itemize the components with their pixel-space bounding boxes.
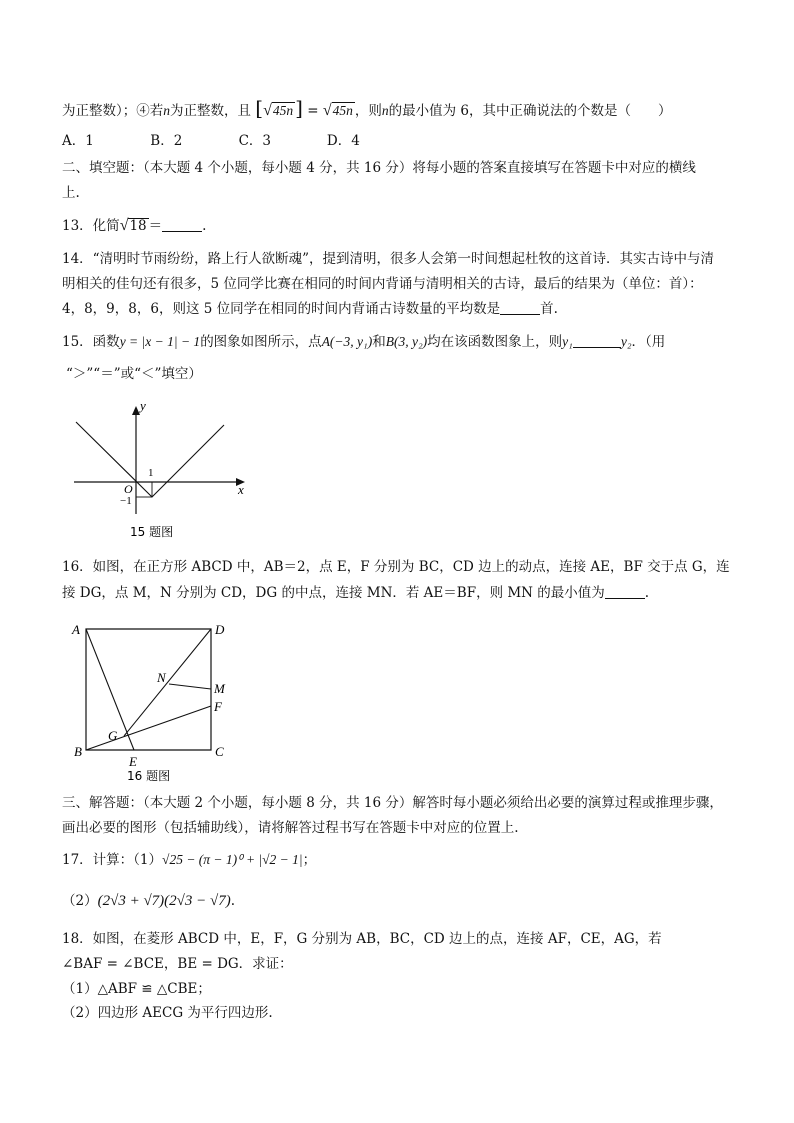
label-neg-one: −1	[120, 495, 132, 507]
label-n: N	[157, 670, 166, 685]
label-y: y	[140, 398, 146, 413]
equals: =	[307, 103, 319, 119]
answer-blank	[162, 219, 202, 232]
label-one: 1	[148, 467, 154, 479]
label-a: A	[72, 622, 80, 637]
answer-blank-15	[573, 335, 621, 348]
caption-16: 16 题图	[127, 769, 171, 783]
q13-radicand: 18	[129, 218, 147, 234]
point-b: B(3, y₂)	[385, 334, 428, 349]
q12-text-c: ，则	[354, 103, 382, 119]
label-f: F	[214, 699, 222, 714]
q15-line2: “＞”“＝”或“＜”填空）	[66, 366, 202, 382]
q13-equals: ＝	[148, 218, 163, 234]
label-origin: O	[124, 482, 133, 496]
q17-part1	[62, 851, 316, 869]
q14-line3-text: 4，8，9，8，6，则这 5 位同学在相同的时间内背诵古诗数量的平均数是	[62, 301, 501, 317]
var-y2: y₂	[620, 334, 632, 349]
q12-text-b: 为正整数，且	[170, 103, 251, 119]
q15-line1	[62, 333, 665, 351]
segment-bf	[86, 706, 211, 750]
answer-blank-14	[500, 302, 540, 315]
q15-prefix: 15．函数	[62, 334, 120, 350]
q18-line2: ∠BAF = ∠BCE，BE = DG．求证：	[62, 956, 293, 972]
q14-line1: 14．“清明时节雨纷纷，路上行人欲断魂”，提到清明，很多人会第一时间想起杜牧的这首诗．其实古诗中与清	[62, 251, 714, 267]
q16-line2	[62, 584, 649, 602]
q17-expr-2: (2√3 + √7)(2√3 − √7)	[97, 893, 231, 909]
q13-prefix: 13．化简	[62, 218, 120, 234]
q16-end: .	[644, 585, 650, 601]
q15-mid: 的图象如图所示，点	[200, 334, 322, 350]
q14-line3-end: 首.	[540, 301, 558, 317]
q12-options	[62, 132, 411, 150]
section2-heading: 二、填空题：（本大题 4 个小题，每小题 4 分，共 16 分）将每小题的答案直接填写在答题卡中对应的横线	[62, 160, 696, 176]
option-a: A．1	[62, 133, 94, 149]
q15-function: y = |x − 1| − 1	[119, 334, 201, 349]
q17-expr-1: √25 − (π − 1)⁰ + |√2 − 1|	[162, 852, 303, 867]
caption-15: 15 题图	[130, 525, 174, 539]
square-figure	[66, 614, 241, 786]
q18-line1: 18．如图，在菱形 ABCD 中，E，F，G 分别为 AB，BC，CD 边上的点，连接 AF，CE，AG，若	[62, 931, 662, 947]
var-y1: y₁	[562, 334, 573, 349]
var-n-2: n	[381, 103, 389, 118]
q17-end-1: ；	[302, 852, 317, 868]
q14-line3	[62, 300, 558, 318]
point-a: A(−3, y₁)	[321, 334, 373, 349]
label-d: D	[215, 622, 225, 637]
q18-line3: （1）△ABF ≌ △CBE；	[62, 981, 211, 997]
section3-heading-cont: 画出必要的图形（包括辅助线），请将解答过程书写在答题卡中对应的位置上.	[62, 820, 519, 836]
q15-and: 和	[372, 334, 386, 350]
q12-tail: 为正整数）；④若n为正整数，且 [√45n ] = √45n ，则n的最小值为 6，其中正确说法的个数是（ ）	[62, 96, 672, 120]
q18-line4: （2）四边形 AECG 为平行四边形.	[62, 1005, 273, 1021]
q17-prefix: 17．计算：（1）	[62, 852, 163, 868]
label-x: x	[238, 482, 244, 497]
segment-mn	[169, 684, 211, 689]
q17-part2	[62, 892, 235, 910]
answer-blank-16	[605, 586, 645, 599]
option-b: B．2	[150, 133, 183, 149]
q13-end: .	[202, 218, 207, 234]
section3-heading: 三、解答题：（本大题 2 个小题，每小题 8 分，共 16 分）解答时每小题必须给出必要的演算过程或推理步骤，	[62, 795, 723, 811]
radicand-2: 45n	[332, 103, 353, 118]
q16-line2-text: 接 DG，点 M，N 分别为 CD，DG 的中点，连接 MN．若 AE＝BF，则 MN 的最小值为	[62, 585, 605, 601]
label-g: G	[108, 728, 118, 743]
q17-prefix-2: （2）	[62, 893, 98, 909]
q15-end: ．（用	[631, 334, 666, 350]
q15-tail: 均在该函数图象上，则	[427, 334, 563, 350]
label-m: M	[214, 681, 225, 696]
y-axis-arrow	[132, 406, 140, 415]
option-c: C．3	[238, 133, 272, 149]
q13: 13．化简√18 ＝ .	[62, 217, 207, 234]
q12-text-a: 为正整数）；④若	[62, 103, 164, 119]
q14-line2: 明相关的佳句还有很多，5 位同学比赛在相同的时间内背诵与清明相关的古诗，最后的结果为（单位：首）：	[62, 276, 703, 292]
option-d: D．4	[326, 133, 360, 149]
graph-curve	[76, 422, 224, 497]
q12-text-d: 的最小值为 6，其中正确说法的个数是（ ）	[388, 103, 672, 119]
var-n: n	[163, 103, 170, 118]
q16-line1: 16．如图，在正方形 ABCD 中，AB＝2，点 E，F 分别为 BC，CD 边上的动点，连接 AE，BF 交于点 G，连	[62, 559, 730, 575]
label-e: E	[129, 754, 137, 769]
q17-end-2: .	[230, 893, 236, 909]
square-abcd	[86, 629, 211, 750]
function-graph	[64, 396, 254, 546]
radicand: 45n	[272, 103, 294, 118]
segment-dg	[124, 629, 211, 736]
label-c: C	[215, 744, 224, 759]
label-b: B	[74, 744, 82, 759]
section2-heading-cont: 上.	[62, 185, 80, 201]
